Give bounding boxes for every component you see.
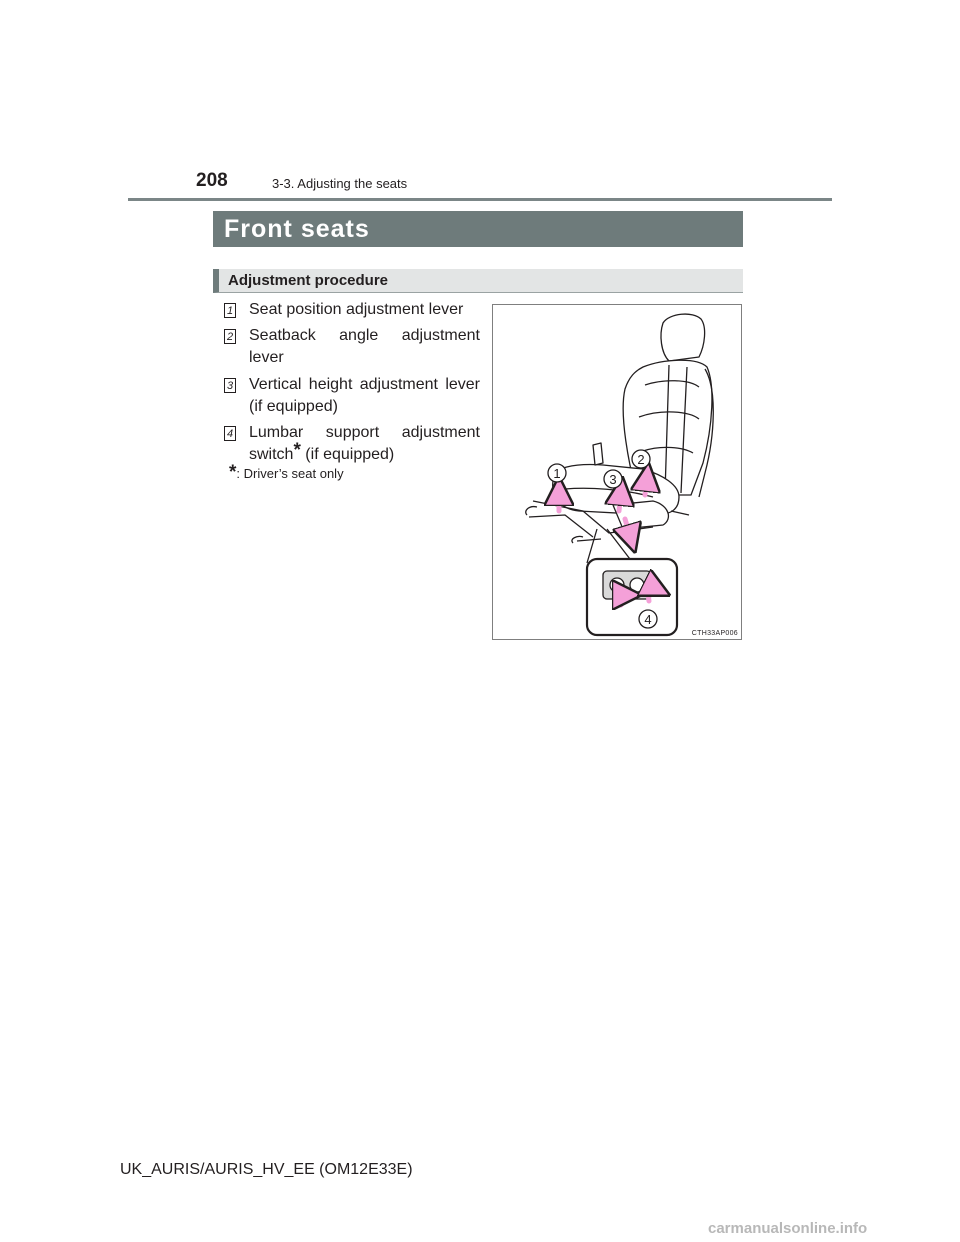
- item-text-main: Lumbar support adjustment switch: [249, 424, 480, 463]
- item-number-badge: 3: [224, 378, 236, 393]
- page-footer: UK_AURIS/AURIS_HV_EE (OM12E33E): [120, 1161, 413, 1178]
- watermark: carmanualsonline.info: [708, 1220, 868, 1237]
- callout-4-label: 4: [644, 612, 652, 627]
- header-divider: [128, 198, 832, 201]
- item-text: Seat position adjustment lever: [249, 301, 464, 318]
- figure-code: CTH33AP006: [691, 630, 738, 637]
- item-text: [249, 422, 480, 466]
- item-number-badge: 1: [224, 303, 236, 318]
- list-item: [224, 299, 480, 321]
- item-number-badge: 4: [224, 426, 236, 441]
- list-item: [224, 325, 480, 369]
- page-number: 208: [196, 170, 228, 191]
- list-item: [224, 422, 480, 466]
- footnote: [229, 462, 344, 483]
- section-subheading: Adjustment procedure: [213, 269, 743, 293]
- callout-2-label: 2: [637, 452, 645, 467]
- asterisk-mark: *: [293, 440, 301, 461]
- item-text-suffix: (if equipped): [300, 446, 395, 463]
- callout-3-label: 3: [609, 472, 617, 487]
- seat-drawing: [493, 305, 741, 639]
- list-item: [224, 374, 480, 418]
- asterisk-mark: *: [229, 462, 237, 483]
- callout-1-label: 1: [553, 466, 561, 481]
- section-breadcrumb: 3-3. Adjusting the seats: [272, 176, 408, 191]
- item-text: Seatback angle adjustment lever: [249, 327, 480, 366]
- seat-illustration: [492, 304, 742, 640]
- item-number-badge: 2: [224, 329, 236, 344]
- item-text: Vertical height adjustment lever (if equipped): [249, 376, 480, 415]
- footnote-text: : Driver’s seat only: [236, 466, 344, 481]
- page-title: Front seats: [213, 211, 743, 247]
